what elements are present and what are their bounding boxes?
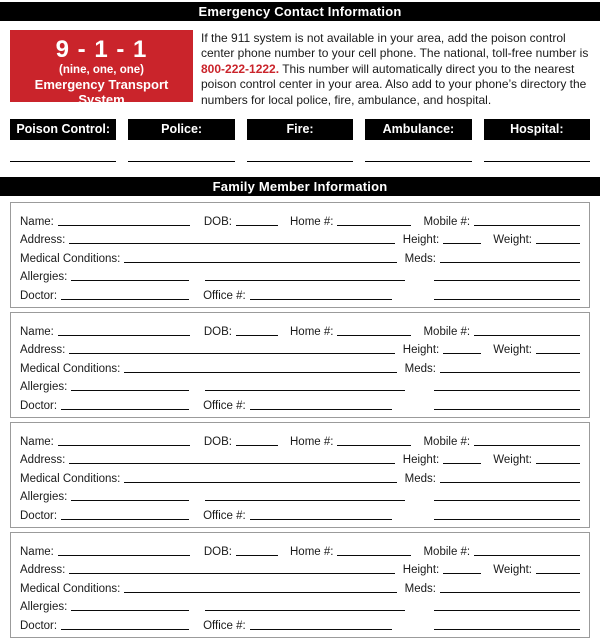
address-fill-line[interactable] [69, 562, 394, 574]
member-row-name [20, 539, 580, 558]
weight-fill-line[interactable] [536, 562, 580, 574]
page-title-bar [0, 2, 600, 21]
allergies-continuation-line[interactable] [205, 489, 405, 501]
contact-fill-line[interactable] [365, 161, 471, 162]
medical-conditions-label: Medical Conditions: [20, 472, 121, 485]
office-phone-label: Office #: [203, 619, 246, 632]
office-phone-label: Office #: [203, 509, 246, 522]
mobile-phone-label: Mobile #: [423, 215, 471, 228]
name-fill-line[interactable] [58, 434, 190, 446]
home-phone-fill-line[interactable] [337, 434, 411, 446]
weight-fill-line[interactable] [536, 232, 580, 244]
contact-fill-line[interactable] [10, 161, 116, 162]
meds-label: Meds: [404, 362, 436, 375]
family-member-card [10, 422, 590, 528]
mobile-phone-fill-line[interactable] [474, 214, 580, 226]
weight-label: Weight: [493, 344, 532, 357]
name-fill-line[interactable] [58, 324, 190, 336]
height-label: Height: [402, 344, 440, 357]
meds-fill-line[interactable] [440, 361, 580, 373]
instructions-paragraph [201, 30, 590, 108]
allergies-fill-line[interactable] [71, 489, 189, 501]
height-fill-line[interactable] [443, 342, 481, 354]
contact-column [484, 119, 590, 162]
meds-continuation-line-1[interactable] [434, 599, 580, 611]
height-label: Height: [402, 234, 440, 247]
home-phone-fill-line[interactable] [337, 544, 411, 556]
contact-fill-line[interactable] [484, 161, 590, 162]
doctor-fill-line[interactable] [61, 508, 189, 520]
name-label: Name: [20, 435, 54, 448]
address-label: Address: [20, 234, 66, 247]
name-fill-line[interactable] [58, 544, 190, 556]
family-member-card [10, 202, 590, 308]
allergies-continuation-line[interactable] [205, 599, 405, 611]
name-label: Name: [20, 545, 54, 558]
family-members-list [10, 202, 590, 638]
office-phone-fill-line[interactable] [250, 398, 392, 410]
address-fill-line[interactable] [69, 342, 394, 354]
contact-label: Fire: [286, 122, 314, 137]
member-row-address [20, 228, 580, 247]
home-phone-fill-line[interactable] [337, 214, 411, 226]
member-row-allergies [20, 595, 580, 614]
member-row-doctor [20, 503, 580, 522]
contact-label: Poison Control: [16, 122, 111, 137]
dob-label: DOB: [203, 545, 232, 558]
dob-fill-line[interactable] [236, 324, 278, 336]
member-row-doctor [20, 283, 580, 302]
office-phone-fill-line[interactable] [250, 618, 392, 630]
medical-conditions-fill-line[interactable] [124, 251, 396, 263]
contact-label: Police: [161, 122, 203, 137]
member-row-name [20, 429, 580, 448]
family-title: Family Member Information [212, 179, 388, 195]
doctor-label: Doctor: [20, 399, 58, 412]
member-row-name [20, 319, 580, 338]
member-row-medical [20, 466, 580, 485]
weight-label: Weight: [493, 454, 532, 467]
office-phone-label: Office #: [203, 290, 246, 302]
dob-fill-line[interactable] [236, 214, 278, 226]
meds-continuation-line-2[interactable] [434, 508, 580, 520]
emergency-contacts-row [10, 119, 590, 162]
allergies-label: Allergies: [20, 381, 68, 394]
dob-label: DOB: [203, 325, 232, 338]
home-phone-label: Home #: [290, 325, 334, 338]
meds-label: Meds: [404, 472, 436, 485]
mobile-phone-fill-line[interactable] [474, 324, 580, 336]
allergies-label: Allergies: [20, 491, 68, 504]
address-fill-line[interactable] [69, 232, 394, 244]
doctor-label: Doctor: [20, 290, 58, 302]
weight-fill-line[interactable] [536, 452, 580, 464]
member-row-allergies [20, 265, 580, 284]
meds-continuation-line-2[interactable] [434, 618, 580, 630]
family-title-bar [0, 177, 600, 196]
mobile-phone-fill-line[interactable] [474, 434, 580, 446]
home-phone-label: Home #: [290, 435, 334, 448]
intro-section [10, 30, 590, 108]
meds-continuation-line-1[interactable] [434, 379, 580, 391]
office-phone-label: Office #: [203, 399, 246, 412]
contact-column [128, 119, 234, 162]
contact-label-bar [128, 119, 234, 140]
weight-label: Weight: [493, 564, 532, 577]
medical-conditions-fill-line[interactable] [124, 471, 396, 483]
dob-label: DOB: [203, 215, 232, 228]
address-label: Address: [20, 564, 66, 577]
contact-column [247, 119, 353, 162]
height-fill-line[interactable] [443, 452, 481, 464]
mobile-phone-label: Mobile #: [423, 325, 471, 338]
dob-fill-line[interactable] [236, 434, 278, 446]
allergies-label: Allergies: [20, 271, 68, 284]
family-member-card [10, 532, 590, 638]
height-fill-line[interactable] [443, 232, 481, 244]
meds-continuation-line-2[interactable] [434, 288, 580, 300]
member-row-medical [20, 356, 580, 375]
doctor-fill-line[interactable] [61, 618, 189, 630]
contact-label-bar [365, 119, 471, 140]
address-label: Address: [20, 454, 66, 467]
member-row-medical [20, 576, 580, 595]
office-phone-fill-line[interactable] [250, 288, 392, 300]
medical-conditions-label: Medical Conditions: [20, 582, 121, 595]
home-phone-label: Home #: [290, 545, 334, 558]
instructions-text-after: This number will automatically direct you to the nearest poison control center in your area. Also add to your phone’s directory the numbers for local police, fire, ambulance, and hospital. [201, 61, 587, 107]
doctor-fill-line[interactable] [61, 398, 189, 410]
name-fill-line[interactable] [58, 214, 190, 226]
mobile-phone-label: Mobile #: [423, 435, 471, 448]
member-row-allergies [20, 485, 580, 504]
contact-label: Hospital: [510, 122, 564, 137]
contact-fill-line[interactable] [128, 161, 234, 162]
contact-label-bar [10, 119, 116, 140]
meds-label: Meds: [404, 252, 436, 265]
meds-fill-line[interactable] [440, 471, 580, 483]
dob-fill-line[interactable] [236, 544, 278, 556]
home-phone-fill-line[interactable] [337, 324, 411, 336]
contact-fill-line[interactable] [247, 161, 353, 162]
nine-one-one-box [10, 30, 193, 107]
contact-label-bar [247, 119, 353, 140]
instructions-text-before: If the 911 system is not available in your area, add the poison control center phone number to your cell phone. The national, toll-free number is [201, 31, 589, 61]
poison-control-phone-number: 800-222-1222. [201, 61, 280, 76]
contact-label-bar [484, 119, 590, 140]
contact-label: Ambulance: [382, 122, 455, 137]
allergies-fill-line[interactable] [71, 379, 189, 391]
medical-conditions-fill-line[interactable] [124, 581, 396, 593]
member-row-medical [20, 246, 580, 265]
meds-continuation-line-1[interactable] [434, 489, 580, 501]
meds-fill-line[interactable] [440, 581, 580, 593]
doctor-fill-line[interactable] [61, 288, 189, 300]
member-row-doctor [20, 393, 580, 412]
contact-column [365, 119, 471, 162]
allergies-fill-line[interactable] [71, 269, 189, 281]
page-title: Emergency Contact Information [198, 4, 402, 19]
doctor-label: Doctor: [20, 509, 58, 522]
allergies-continuation-line[interactable] [205, 269, 405, 281]
name-label: Name: [20, 325, 54, 338]
home-phone-label: Home #: [290, 215, 334, 228]
meds-continuation-line-2[interactable] [434, 398, 580, 410]
member-row-address [20, 558, 580, 577]
office-phone-fill-line[interactable] [250, 508, 392, 520]
nine-one-one-caption: Emergency Transport System [34, 77, 169, 107]
member-row-address [20, 338, 580, 357]
weight-fill-line[interactable] [536, 342, 580, 354]
address-label: Address: [20, 344, 66, 357]
mobile-phone-fill-line[interactable] [474, 544, 580, 556]
allergies-fill-line[interactable] [71, 599, 189, 611]
nine-one-one-number: 9 - 1 - 1 [55, 36, 148, 63]
height-label: Height: [402, 454, 440, 467]
member-row-allergies [20, 375, 580, 394]
meds-fill-line[interactable] [440, 251, 580, 263]
member-row-name [20, 209, 580, 228]
height-label: Height: [402, 564, 440, 577]
medical-conditions-fill-line[interactable] [124, 361, 396, 373]
dob-label: DOB: [203, 435, 232, 448]
medical-conditions-label: Medical Conditions: [20, 362, 121, 375]
meds-continuation-line-1[interactable] [434, 269, 580, 281]
meds-label: Meds: [404, 582, 436, 595]
name-label: Name: [20, 215, 54, 228]
nine-one-one-subtitle: (nine, one, one) [59, 64, 144, 76]
member-row-address [20, 448, 580, 467]
medical-conditions-label: Medical Conditions: [20, 252, 121, 265]
height-fill-line[interactable] [443, 562, 481, 574]
address-fill-line[interactable] [69, 452, 394, 464]
family-member-card [10, 312, 590, 418]
doctor-label: Doctor: [20, 619, 58, 632]
mobile-phone-label: Mobile #: [423, 545, 471, 558]
allergies-label: Allergies: [20, 601, 68, 614]
contact-column [10, 119, 116, 162]
weight-label: Weight: [493, 234, 532, 247]
allergies-continuation-line[interactable] [205, 379, 405, 391]
